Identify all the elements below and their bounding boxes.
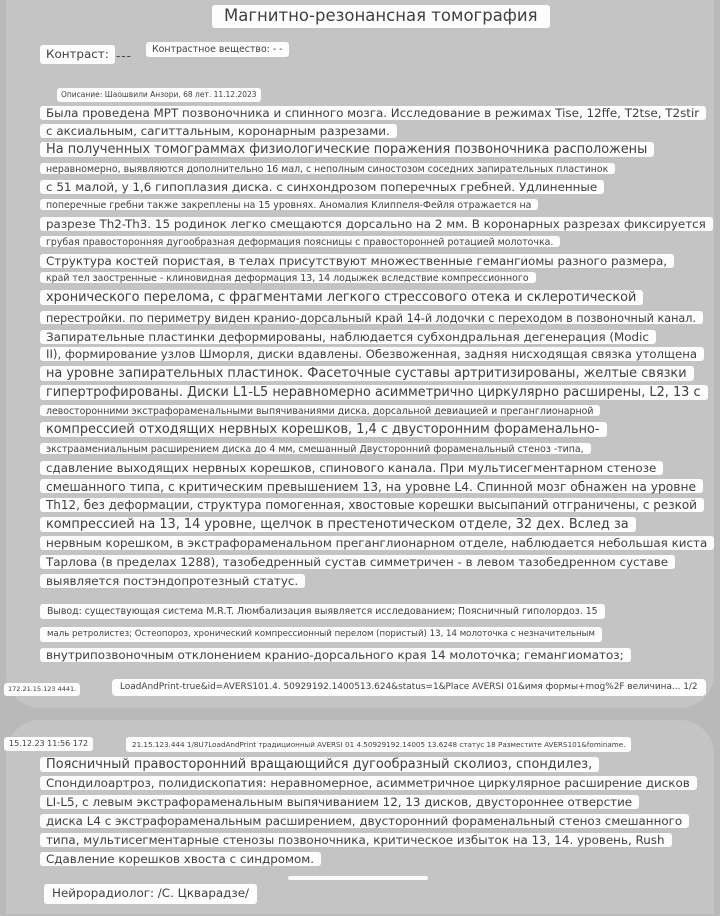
report-line: гипертрофированы. Диски L1-L5 неравномерно асимметрично циркулярно расширены, L2, 13 с xyxy=(40,385,708,400)
report-line: компрессией на 13, 14 уровне, щелчок в престенотическом отделе, 32 дех. Вслед за xyxy=(40,517,636,532)
report-line: На полученных томограммах физиологические поражения позвоночника расположены xyxy=(40,142,654,157)
report-line: Запирательные пластинки деформированы, наблюдается субхондральная дегенерация (Modic xyxy=(40,330,656,344)
report-line: II), формирование узлов Шморля, диски вдавлены. Обезвоженная, задняя нисходящая связка утолщена xyxy=(40,347,704,361)
report-line: смешанного типа, с критическим превышением 13, на уровне L4. Спинной мозг обнажен на уровне xyxy=(40,479,703,493)
report-line: поперечные гребни также закреплены на 15 уровнях. Аномалия Клиппеля-Фейля отражается на xyxy=(40,199,538,210)
conclusion-line: внутрипозвоночным отклонением кранио-дорсального края 14 молоточка; гемангиоматоз; xyxy=(40,648,631,662)
scroll-indicator[interactable] xyxy=(288,876,428,880)
report-line: неравномерно, выявляются дополнительно 16 мал, с неполным синостозом соседних запирательных пластинок xyxy=(40,163,615,174)
report-line: Th12, без деформации, структура помогенная, хвостовые корешки высыпаний отграничены, с резкой xyxy=(40,498,704,512)
page2-line: типа, мультисегментарные стенозы позвоночника, критическое избыток на 13, 14. уровень, Rush xyxy=(40,833,672,847)
report-subheader: Описание: Шаошвили Анзори, 68 лет. 11.12.2023 xyxy=(57,88,261,102)
report-line: экстраамениальным расширением диска до 4 мм, смешанный Двусторонний фораменальный стеноз -типа, xyxy=(40,443,591,454)
report-line: на уровне запирательных пластинок. Фасеточные суставы артритизированы, желтые связки xyxy=(40,366,694,381)
header2-timestamp: 15.12.23 11:56 172 xyxy=(4,737,93,751)
report-line: край тел заостренные - клиновидная деформация 13, 14 лодыжек вследствие компрессионного xyxy=(40,272,536,283)
report-line: сдавление выходящих нервных корешков, спинового канала. При мультисегментарном стенозе xyxy=(40,461,663,475)
report-line: выявляется постэндопротезный статус. xyxy=(40,574,305,588)
page2-line: Спондилоартроз, полидископатия: неравномерное, асимметричное циркулярное расширение дисков xyxy=(40,776,697,790)
conclusion-line: Вывод: существующая система M.R.T. Люмбализация выявляется исследованием; Поясничный гиполордоз. 15 xyxy=(40,604,605,619)
signature: Нейрорадиолог: /С. Цкварадзе/ xyxy=(44,884,257,904)
report-line: с аксиальным, сагиттальным, коронарным разрезами. xyxy=(40,124,397,138)
report-line: левосторонними экстрафораменальными выпячиваниями диска, дорсальной девиацией и преганглионарной xyxy=(40,405,600,416)
contrast-label: Контраст: xyxy=(40,45,115,64)
footer-url: LoadAndPrint-true&id=AVERS101.4. 50929192.1400513.624&status=1&Place AVERSI 01&имя формы+mog%2F величина... 1/2 xyxy=(112,679,706,696)
report-line: перестройки. по периметру виден кранио-дорсальный край 14-й лодочки с переходом в позвоночный канал. xyxy=(40,311,703,324)
report-line: грубая правосторонняя дугообразная деформация поясницы с правосторонней ротацией молоточка. xyxy=(40,236,560,247)
report-line: разрезе Th2-Th3. 15 родинок легко смещаются дорсально на 2 мм. В коронарных разрезах фиксируется xyxy=(40,217,713,231)
report-line: компрессией отходящих нервных корешков, 1,4 с двусторонним фораменально- xyxy=(40,422,607,437)
report-line: нервным корешком, в экстрафораменальном преганглионарном отделе, наблюдается небольшая киста xyxy=(40,536,714,550)
page2-line: Поясничный правосторонний вращающийся дугообразный сколиоз, спондилез, xyxy=(40,757,599,772)
report-line: хронического перелома, с фрагментами легкого стрессового отека и склеротической xyxy=(40,290,643,305)
report-line: Структура костей пористая, в телах присутствуют множественные гемангиомы разного размера, xyxy=(40,254,674,268)
report-line: Тарлова (в пределах 1288), тазобедренный сустав симметричен - в левом тазобедренном суставе xyxy=(40,555,675,569)
page2-line: диска L4 с экстрафораменальным расширением, двусторонний фораменальный стеноз смешанного xyxy=(40,814,689,828)
page2-line: LI-L5, с левым экстрафораменальным выпячиванием 12, 13 дисков, двустороннее отверстие xyxy=(40,795,639,809)
conclusion-line: маль ретролистез; Остеопороз, хронический компрессионный перелом (пористый) 13, 14 молоточка с незначительным xyxy=(40,627,602,642)
footer-ip: 172.21.15.123 4441. xyxy=(4,683,80,696)
header2-url: 21.15.123.444 1/8U7LoadAndPrint традиционный AVERSI 01 4.50929192.14005 13.6248 статус 18 Разместите AVERS101&fominame. xyxy=(126,737,631,752)
report-line: Была проведена МРТ позвоночника и спинного мозга. Исследование в режимах Tise, 12ffe, T2tse, T2stir xyxy=(40,106,706,120)
contrast-value: --- xyxy=(116,49,132,63)
contrast-agent-label: Контрастное вещество: - - xyxy=(146,42,289,57)
page-title: Магнитно-резонансная томография xyxy=(212,5,550,28)
report-line: с 51 малой, у 1,6 гипоплазия диска. с синхондрозом поперечных гребней. Удлиненные xyxy=(40,180,604,194)
page2-line: Сдавление корешков хвоста с синдромом. xyxy=(40,852,321,866)
